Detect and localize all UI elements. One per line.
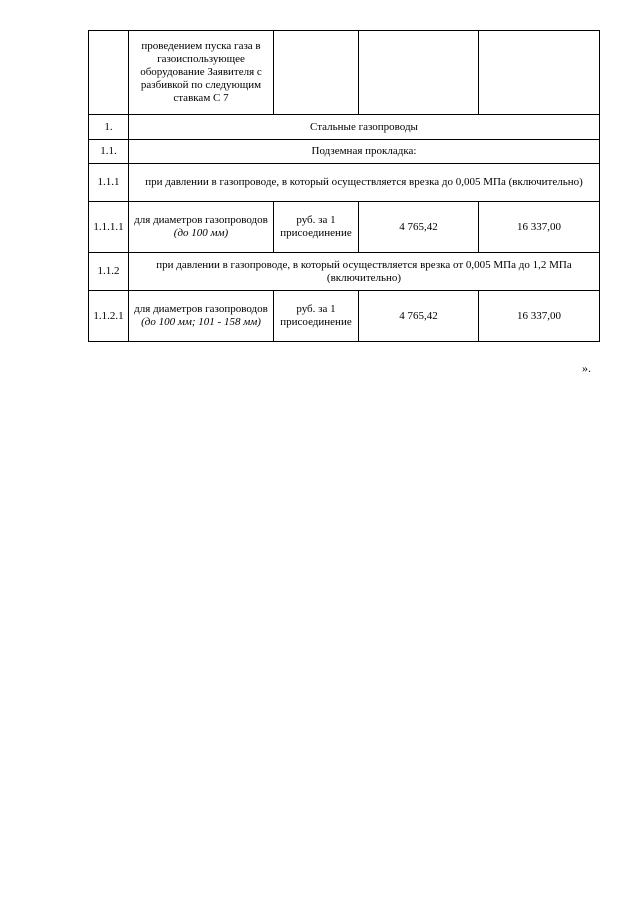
row-number: 1.1.1.1 — [89, 202, 129, 253]
row-number: 1.1.2.1 — [89, 291, 129, 342]
row-description: проведением пуска газа в газоиспользующее оборудование Заявителя с разбивкой по следующим ставкам С 7 — [129, 31, 274, 115]
section-title: при давлении в газопроводе, в который осуществляется врезка до 0,005 МПа (включительно) — [129, 164, 600, 202]
table-row — [89, 253, 600, 291]
table-row — [89, 164, 600, 202]
row-unit — [274, 31, 359, 115]
table-row — [89, 140, 600, 164]
description-main: для диаметров газопроводов — [134, 303, 268, 315]
description-note: (до 100 мм; 101 - 158 мм) — [141, 316, 261, 328]
row-description — [129, 202, 274, 253]
row-value-1 — [359, 31, 479, 115]
table-row — [89, 31, 600, 115]
section-title: Стальные газопроводы — [129, 115, 600, 140]
row-value-2: 16 337,00 — [479, 202, 600, 253]
description-note: (до 100 мм) — [173, 227, 229, 239]
table-row — [89, 291, 600, 342]
table-row — [89, 115, 600, 140]
row-unit: руб. за 1 присоединение — [274, 291, 359, 342]
row-value-2: 16 337,00 — [479, 291, 600, 342]
row-value-1: 4 765,42 — [359, 202, 479, 253]
row-value-1: 4 765,42 — [359, 291, 479, 342]
row-number: 1.1.2 — [89, 253, 129, 291]
row-number: 1.1.1 — [89, 164, 129, 202]
table-row — [89, 202, 600, 253]
row-number — [89, 31, 129, 115]
row-number: 1. — [89, 115, 129, 140]
row-description — [129, 291, 274, 342]
row-number: 1.1. — [89, 140, 129, 164]
description-main: для диаметров газопроводов — [134, 214, 268, 226]
section-title: Подземная прокладка: — [129, 140, 600, 164]
row-value-2 — [479, 31, 600, 115]
row-unit: руб. за 1 присоединение — [274, 202, 359, 253]
closing-quote-mark: ». — [582, 361, 591, 375]
tariff-table — [88, 30, 600, 342]
section-title: при давлении в газопроводе, в который осуществляется врезка от 0,005 МПа до 1,2 МПа (включительно) — [129, 253, 600, 291]
